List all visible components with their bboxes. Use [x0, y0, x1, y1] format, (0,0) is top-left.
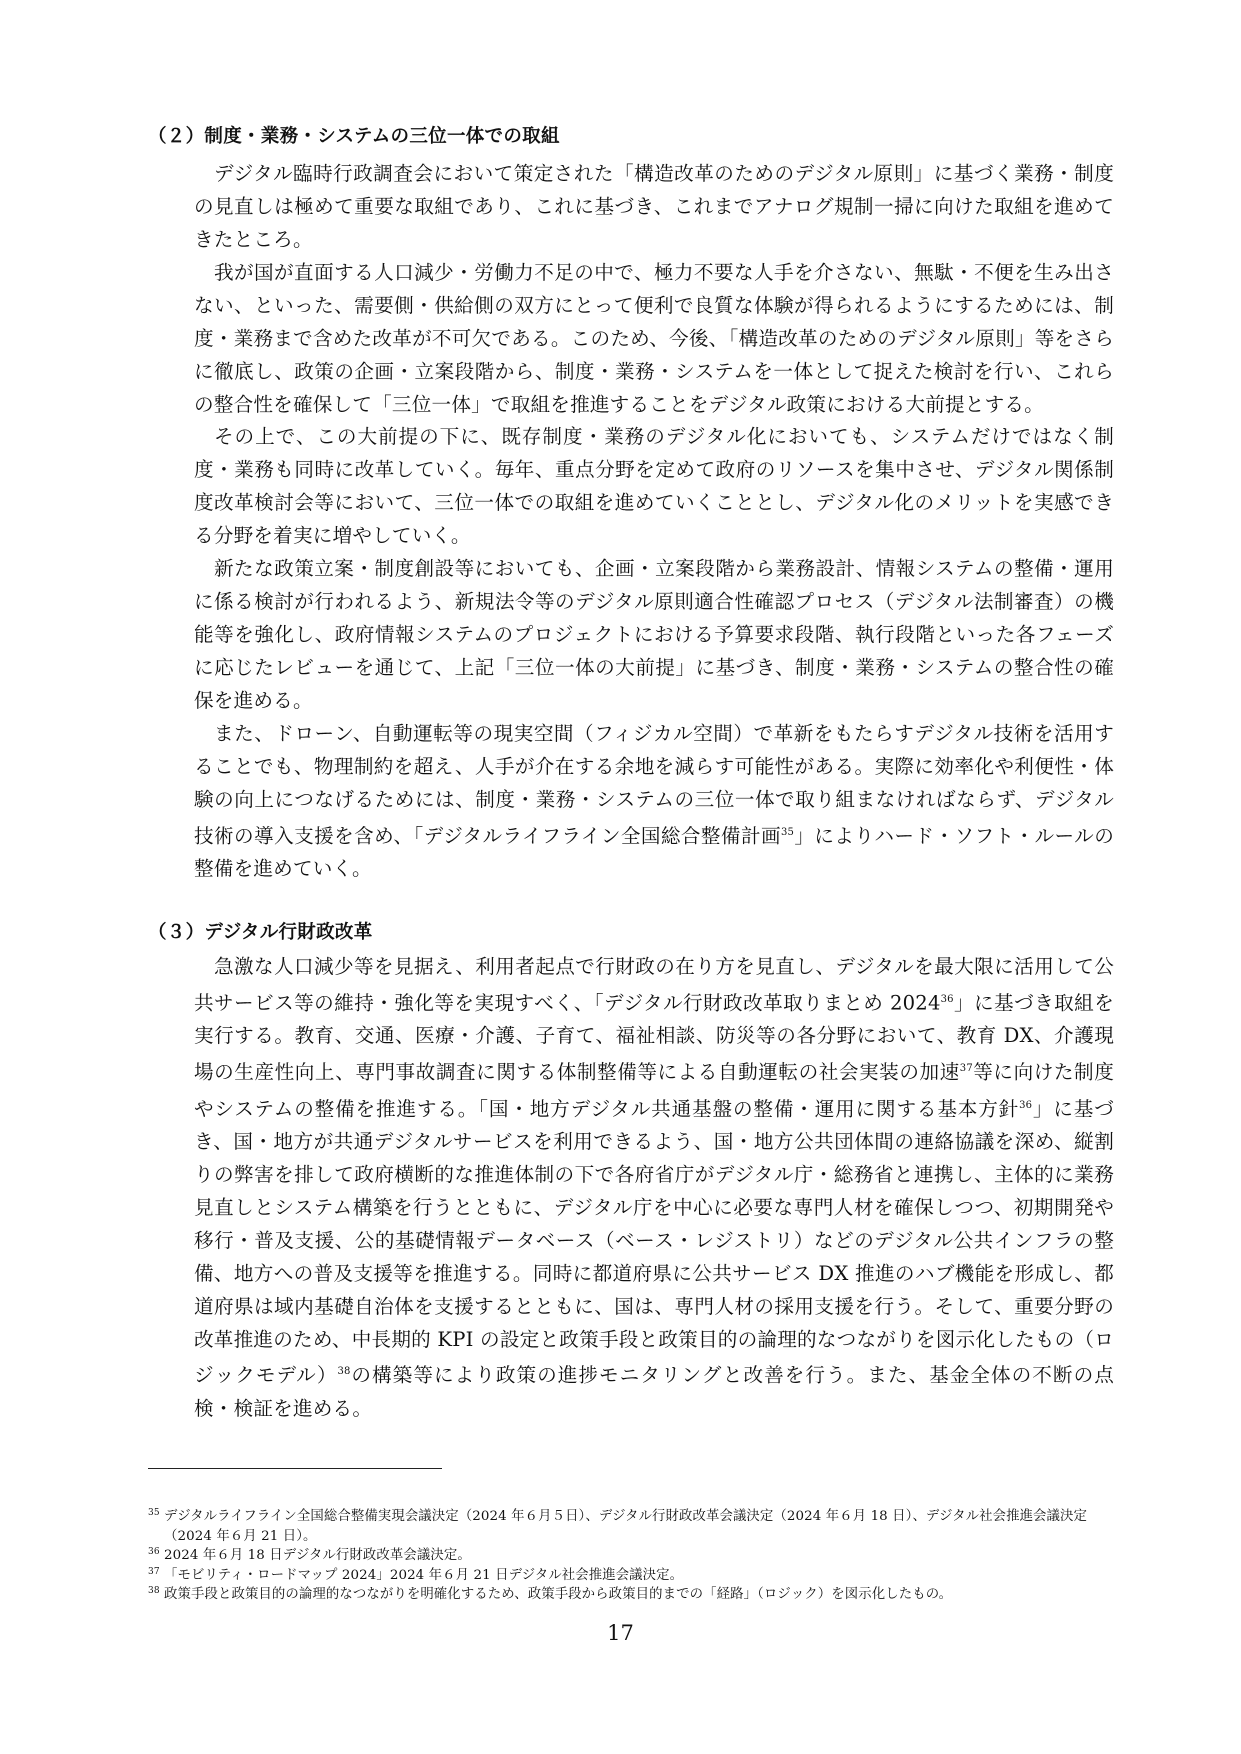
paragraph: 我が国が直面する人口減少・労働力不足の中で、極力不要な人手を介さない、無駄・不便を生み出さない、といった、需要側・供給側の双方にとって便利で良質な体験が得られるようにするためには、制度・業務まで含めた改革が不可欠である。このため、今後、「構造改革のためのデジタル原則」等をさらに徹底し、政策の企画・立案段階から、制度・業務・システムを一体として捉えた検討を行い、これらの整合性を確保して「三位一体」で取組を推進することをデジタル政策における大前提とする。 — [194, 261, 1114, 416]
footnote-text: 政策手段と政策目的の論理的なつながりを明確化するため、政策手段から政策目的までの「経路」（ロジック）を図示化したもの。 — [164, 1587, 953, 1602]
footnote-text: 「モビリティ・ロードマップ 2024」2024 年６月 21 日デジタル社会推進会議決定。 — [164, 1567, 684, 1583]
footnote-ref[interactable]: 37 — [959, 1063, 973, 1075]
paragraph-text: 」に基づき取組を実行する。教育、交通、医療・介護、子育て、福祉相談、防災等の各分野において、教育 DX、介護現場の生産性向上、専門事故調査に関する体制整備等による自動運転の社会実装の加速 — [194, 991, 1114, 1084]
footnote-number: 38 — [148, 1586, 160, 1596]
paragraph — [194, 718, 1114, 886]
paragraph-text: 」に基づき、国・地方が共通デジタルサービスを利用できるよう、国・地方公共団体間の連絡協議を深め、縦割りの弊害を排して政府横断的な推進体制の下で各府省庁がデジタル庁・総務省と連携し、主体的に業務見直しとシステム構築を行うとともに、デジタル庁を中心に必要な専門人材を確保しつつ、初期開発や移行・普及支援、公的基礎情報データベース（ベース・レジストリ）などのデジタル公共インフラの整備、地方への普及支援等を推進する。同時に都道府県に公共サービス DX 推進のハブ機能を形成し、都道府県は域内基礎自治体を支援するとともに、国は、専門人材の採用支援を行う。そして、重要分野の改革推進のため、中長期的 KPI の設定と政策手段と政策目的の論理的なつながりを図示化したもの（ロジックモデル） — [194, 1097, 1114, 1387]
paragraph-text: また、ドローン、自動運転等の現実空間（フィジカル空間）で革新をもたらすデジタル技術を活用することでも、物理制約を超え、人手が介在する余地を減らす可能性がある。実際に効率化や利便性・体験の向上につなげるためには、制度・業務・システムの三位一体で取り組まなければならず、デジタル技術の導入支援を含め、「デジタルライフライン全国総合整備計画 — [194, 722, 1114, 848]
footnote-number: 36 — [148, 1547, 160, 1557]
footnote — [148, 1566, 1114, 1586]
footnote — [148, 1585, 1114, 1605]
footnote-text: デジタルライフライン全国総合整備実現会議決定（2024 年６月５日）、デジタル行財政改革会議決定（2024 年６月 18 日）、デジタル社会推進会議決定（2024 年６月 21 日）。 — [164, 1509, 1088, 1544]
footnote-ref[interactable]: 36 — [940, 993, 954, 1005]
paragraph-text: 等に向けた制度やシステムの整備を推進する。「国・地方デジタル共通基盤の整備・運用に関する基本方針 — [194, 1060, 1114, 1121]
footnote-ref[interactable]: 36 — [1019, 1099, 1033, 1111]
section-heading-3: （３）デジタル行財政改革 — [148, 922, 373, 943]
footnotes — [148, 1507, 1114, 1605]
paragraph — [194, 951, 1114, 1426]
footnote-divider — [148, 1468, 442, 1469]
paragraph-text: 」によりハード・ソフト・ルールの整備を進めていく。 — [194, 824, 1114, 881]
paragraph: デジタル臨時行政調査会において策定された「構造改革のためのデジタル原則」に基づく業務・制度の見直しは極めて重要な取組であり、これに基づき、これまでアナログ規制一掃に向けた取組を進めてきたところ。 — [194, 162, 1114, 251]
paragraph-text: の構築等により政策の進捗モニタリングと改善を行う。また、基金全体の不断の点検・検証を進める。 — [194, 1364, 1114, 1420]
section-heading-2: （２）制度・業務・システムの三位一体での取組 — [148, 126, 560, 147]
footnote-text: 2024 年６月 18 日デジタル行財政改革会議決定。 — [164, 1548, 471, 1563]
footnote — [148, 1507, 1114, 1546]
footnote-number: 37 — [148, 1566, 160, 1577]
footnote-number: 35 — [148, 1508, 160, 1518]
footnote — [148, 1546, 1114, 1566]
paragraph-text: 急激な人口減少等を見据え、利用者起点で行財政の在り方を見直し、デジタルを最大限に活用して公共サービス等の維持・強化等を実現すべく、「デジタル行財政改革取りまとめ 2024 — [194, 955, 1114, 1015]
footnote-ref[interactable]: 35 — [780, 826, 795, 838]
paragraph: 新たな政策立案・制度創設等においても、企画・立案段階から業務設計、情報システムの整備・運用に係る検討が行われるよう、新規法令等のデジタル原則適合性確認プロセス（デジタル法制審査）の機能等を強化し、政府情報システムのプロジェクトにおける予算要求段階、執行段階といった各フェーズに応じたレビューを通じて、上記「三位一体の大前提」に基づき、制度・業務・システムの整合性の確保を進める。 — [194, 557, 1114, 712]
page-number: 17 — [607, 1621, 634, 1645]
paragraph: その上で、この大前提の下に、既存制度・業務のデジタル化においても、システムだけではなく制度・業務も同時に改革していく。毎年、重点分野を定めて政府のリソースを集中させ、デジタル関係制度改革検討会等において、三位一体での取組を進めていくこととし、デジタル化のメリットを実感できる分野を着実に増やしていく。 — [194, 425, 1115, 547]
footnote-ref[interactable]: 38 — [337, 1366, 351, 1378]
